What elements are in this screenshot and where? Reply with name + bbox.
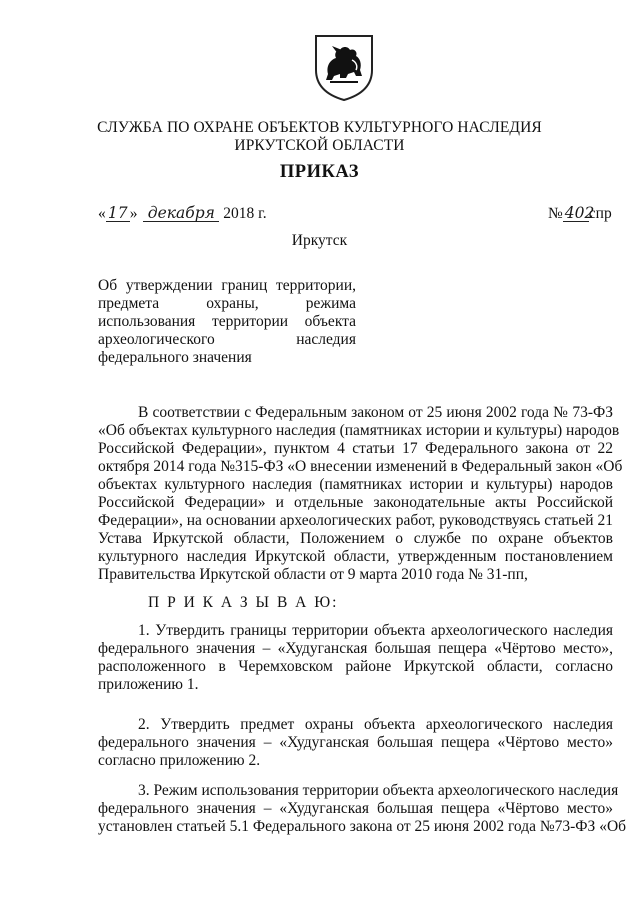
subject-line: предмета охраны, режима [98, 295, 356, 312]
preamble-line: В соответствии с Федеральным законом от 25 июня 2002 года № 73-ФЗ [138, 404, 613, 421]
item-line: расположенного в Черемховском районе Иркутской области, согласно [98, 658, 613, 675]
preamble-paragraph [98, 404, 623, 584]
preamble-line: Российской Федерации», пунктом 4 статьи 17 Федерального закона от 22 [98, 440, 613, 457]
document-date [98, 205, 267, 223]
coat-of-arms-icon [312, 30, 376, 102]
item-line: 2. Утвердить предмет охраны объекта археологического наследия [138, 716, 613, 733]
year: 2018 г. [223, 205, 267, 222]
document-number [548, 205, 612, 223]
item-line: установлен статьей 5.1 Федерального закона от 25 июня 2002 года №73-ФЗ «Об [98, 818, 627, 835]
preamble-line: культурного наследия Иркутской области, утвержденным постановлением [98, 548, 613, 565]
item-line: федерального значения – «Худуганская большая пещера «Чёртово место» [98, 800, 613, 817]
number-prefix: № [548, 205, 563, 222]
preamble-line: октября 2014 года №315-ФЗ «О внесении изменений в Федеральный закон «Об [98, 458, 623, 475]
item-line: 1. Утвердить границы территории объекта археологического наследия [138, 622, 613, 639]
document-title: ПРИКАЗ [279, 162, 360, 182]
subject-line: археологического наследия [98, 331, 356, 348]
agency-name-line-1: СЛУЖБА ПО ОХРАНЕ ОБЪЕКТОВ КУЛЬТУРНОГО НАСЛЕДИЯ [97, 119, 542, 136]
item-line: федерального значения – «Худуганская большая пещера «Чёртово место» [98, 734, 613, 751]
subject-line: использования территории объекта [98, 313, 356, 330]
city-name: Иркутск [291, 232, 348, 249]
item-line: федерального значения – «Худуганская большая пещера «Чёртово место», [98, 640, 613, 657]
document-subject [98, 277, 356, 367]
handwritten-month: декабря [143, 205, 219, 222]
handwritten-number: 402 [564, 204, 595, 222]
handwritten-day: 17 [106, 205, 130, 222]
order-item-1 [98, 622, 613, 694]
subject-line: Об утверждении границ территории, [98, 277, 356, 294]
item-line: приложению 1. [98, 676, 199, 693]
order-item-3 [98, 782, 627, 836]
preamble-line: Федерации», на основании археологических работ, руководствуясь статьей 21 [98, 512, 613, 529]
agency-name-line-2: ИРКУТСКОЙ ОБЛАСТИ [234, 137, 405, 154]
order-item-2 [98, 716, 613, 770]
item-line: 3. Режим использования территории объекта археологического наследия [138, 782, 619, 799]
number-suffix: спр [588, 205, 612, 222]
preamble-line: Правительства Иркутской области от 9 марта 2010 года № 31-пп, [98, 566, 528, 583]
order-heading: П Р И К А З Ы В А Ю: [148, 594, 339, 611]
preamble-line: объектах культурного наследия (памятниках истории и культуры) народов [98, 476, 613, 493]
preamble-line: Устава Иркутской области, Положением о службе по охране объектов [98, 530, 613, 547]
quote-close: » [129, 205, 138, 222]
preamble-line: Российской Федерации» и отдельные законодательные акты Российской [98, 494, 613, 511]
subject-line: федерального значения [98, 349, 252, 366]
preamble-line: «Об объектах культурного наследия (памятниках истории и культуры) народов [98, 422, 620, 439]
quote-open: « [98, 205, 106, 222]
item-line: согласно приложению 2. [98, 752, 261, 769]
